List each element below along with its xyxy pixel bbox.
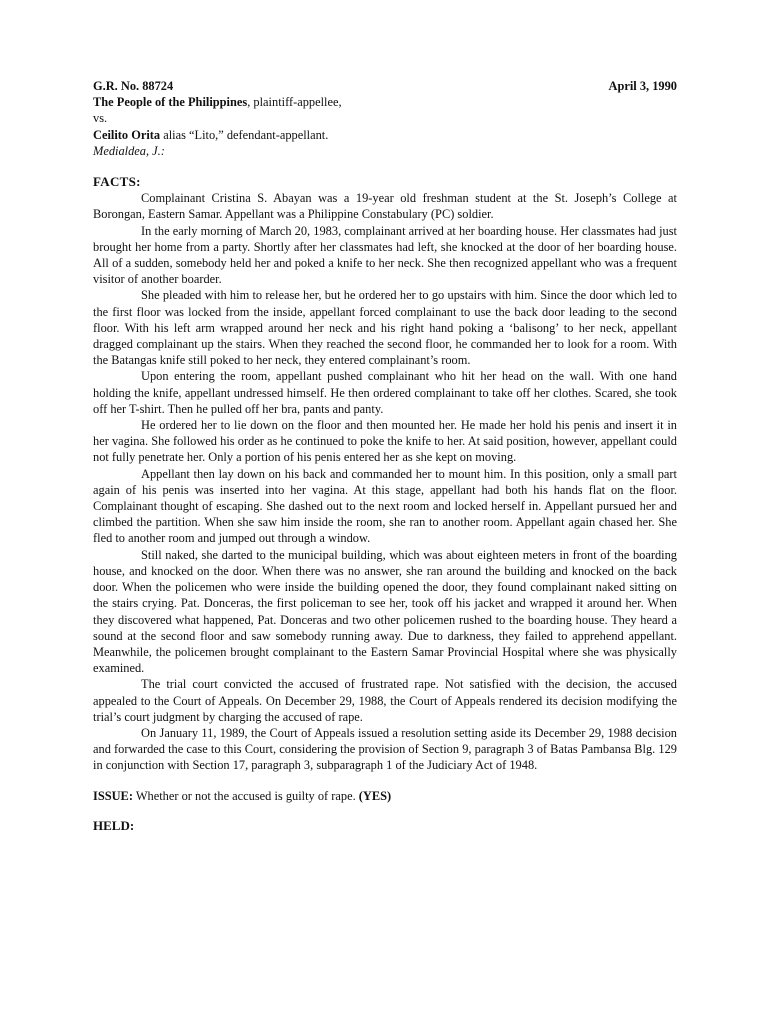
facts-paragraph: On January 11, 1989, the Court of Appeals issued a resolution setting aside its December 29, 1988 decision and forwarded the case to this Court, considering the provision of Section 9, paragraph 3 of Batas Pambansa Blg. 129 in conjunction with Section 17, paragraph 3, subparagraph 1 of the Judiciary Act of 1948. — [93, 725, 677, 773]
facts-paragraph: She pleaded with him to release her, but he ordered her to go upstairs with him. Since the door which led to the first floor was locked from the inside, appellant forced complainant to use the back door leading to the second floor. With his left arm wrapped around her neck and his right hand poking a ‘balisong’ to her neck, appellant dragged complainant up the stairs. When they reached the second floor, he commanded her to look for a room. With the Batangas knife still poked to her neck, they entered complainant’s room. — [93, 288, 677, 368]
held-heading: HELD: — [93, 817, 135, 833]
facts-paragraph: In the early morning of March 20, 1983, complainant arrived at her boarding house. Her classmates had just brought her home from a party. Shortly after her classmates had left, she knocked at the door of her boarding house. All of a sudden, somebody held her and poked a knife to her neck. She then recognized appellant who was a frequent visitor of another boarder. — [93, 223, 677, 287]
case-header-row — [93, 78, 677, 94]
ponente: Medialdea, J.: — [93, 143, 165, 158]
issue-answer: (YES) — [358, 788, 392, 803]
plaintiff-role: , plaintiff-appellee, — [247, 95, 342, 110]
defendant-role: alias “Lito,” defendant-appellant. — [160, 127, 329, 142]
facts-heading: FACTS: — [93, 174, 141, 190]
versus-line: vs. — [93, 111, 108, 126]
defendant-line — [93, 127, 677, 143]
defendant-name: Ceilito Orita — [93, 127, 161, 142]
decision-date: April 3, 1990 — [608, 79, 677, 93]
facts-paragraph: Appellant then lay down on his back and commanded her to mount him. In this position, only a small part again of his penis was inserted into her vagina. At this stage, appellant had both his hands flat on the floor. Complainant thought of escaping. She dashed out to the next room and locked herself in. Appellant pursued her and climbed the partition. When she saw him inside the room, she ran to another room. Appellant again chased her. She fled to another room and jumped out through a window. — [93, 466, 677, 546]
facts-paragraph: Still naked, she darted to the municipal building, which was about eighteen meters in front of the boarding house, and knocked on the door. When there was no answer, she ran around the building and knocked on the back door. When the policemen who were inside the building opened the door, they found complainant naked sitting on the stairs crying. Pat. Donceras, the first policeman to see her, took off his jacket and wrapped it around her. When they discovered what happened, Pat. Donceras and two other policemen rushed to the boarding house. They heard a sound at the second floor and saw somebody running away. Due to darkness, they failed to apprehend appellant. Meanwhile, the policemen brought complainant to the Eastern Samar Provincial Hospital where she was physically examined. — [93, 547, 677, 676]
facts-paragraph: Upon entering the room, appellant pushed complainant who hit her head on the wall. With one hand holding the knife, appellant undressed himself. He then ordered complainant to take off her clothes. Scared, she took off her T-shirt. Then he pulled off her bra, pants and panty. — [93, 369, 677, 416]
plaintiff-name: The People of the Philippines — [93, 95, 248, 110]
facts-paragraph: Complainant Cristina S. Abayan was a 19-year old freshman student at the St. Joseph’s College at Borongan, Eastern Samar. Appellant was a Philippine Constabulary (PC) soldier. — [93, 191, 677, 222]
facts-paragraph: He ordered her to lie down on the floor and then mounted her. He made her hold his penis and insert it in her vagina. She followed his order as he continued to poke the knife to her. At said position, however, appellant could not fully penetrate her. Only a portion of his penis entered her as she kept on moving. — [93, 418, 677, 465]
issue-line — [93, 788, 677, 804]
plaintiff-line — [93, 94, 677, 110]
issue-label: ISSUE: — [93, 788, 133, 803]
gr-number: G.R. No. 88724 — [93, 79, 174, 93]
issue-text: Whether or not the accused is guilty of rape. — [132, 788, 359, 803]
facts-paragraph: The trial court convicted the accused of frustrated rape. Not satisfied with the decision, the accused appealed to the Court of Appeals. On December 29, 1988, the Court of Appeals rendered its decision modifying the trial’s court judgment by charging the accused of rape. — [93, 677, 677, 724]
document-page — [93, 78, 677, 834]
